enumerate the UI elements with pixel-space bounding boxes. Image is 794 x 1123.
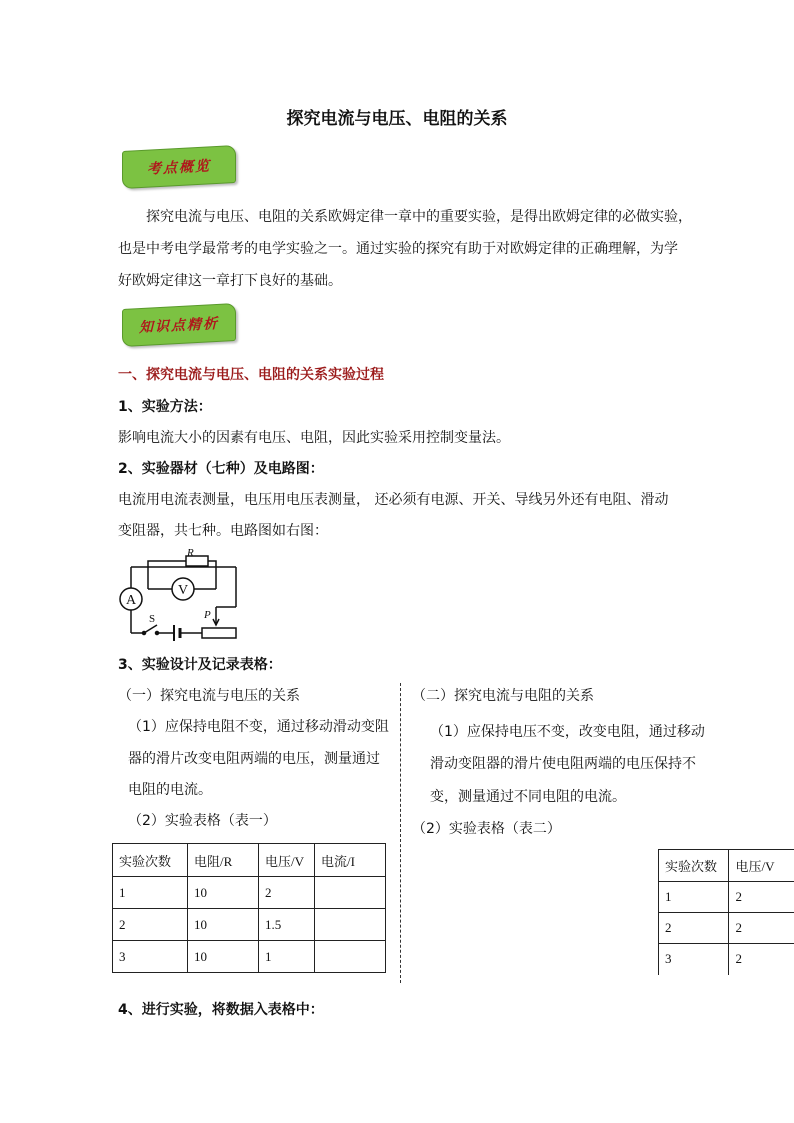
table-cell: 2 bbox=[259, 877, 315, 909]
voltmeter-label: V bbox=[178, 583, 189, 598]
circuit-diagram bbox=[112, 545, 247, 642]
page-title: 探究电流与电压、电阻的关系 bbox=[286, 109, 508, 129]
left-heading: （一）探究电流与电压的关系 bbox=[118, 688, 300, 704]
table-cell: 1 bbox=[113, 877, 188, 909]
table-cell: 3 bbox=[113, 941, 188, 973]
intro-line: 好欧姆定律这一章打下良好的基础。 bbox=[118, 273, 342, 289]
intro-line: 也是中考电学最常考的电学实验之一。通过实验的探究有助于对欧姆定律的正确理解，为学 bbox=[118, 241, 678, 257]
method-text: 影响电流大小的因素有电压、电阻，因此实验采用控制变量法。 bbox=[118, 430, 510, 446]
table-cell: 1.5 bbox=[259, 909, 315, 941]
banner-knowledge bbox=[122, 303, 236, 347]
intro-paragraph bbox=[118, 201, 718, 297]
table-two bbox=[658, 849, 794, 975]
equipment-heading: 2、实验器材（七种）及电路图： bbox=[118, 461, 324, 477]
table-header-row bbox=[113, 844, 386, 877]
ammeter-label: A bbox=[126, 593, 137, 608]
equipment-line: 电流用电流表测量，电压用电压表测量， 还必须有电源、开关、导线另外还有电阻、滑动 bbox=[118, 492, 669, 508]
table-cell: 2 bbox=[729, 882, 794, 913]
table-header: 实验次数 bbox=[113, 844, 188, 877]
banner-knowledge-label: 知识点精析 bbox=[139, 315, 219, 337]
section-heading: 一、探究电流与电压、电阻的关系实验过程 bbox=[118, 367, 384, 383]
table-header: 电压/V bbox=[729, 850, 794, 882]
table-two-clip bbox=[658, 849, 794, 975]
table-cell: 2 bbox=[729, 944, 794, 975]
table-cell: 2 bbox=[729, 913, 794, 944]
right-line: （1）应保持电压不变，改变电阻，通过移动 bbox=[430, 724, 705, 740]
table-cell bbox=[315, 909, 386, 941]
right-line: 滑动变阻器的滑片使电阻两端的电压保持不 bbox=[430, 756, 696, 772]
right-line: 变，测量通过不同电阻的电流。 bbox=[430, 789, 626, 805]
left-line: 电阻的电流。 bbox=[128, 782, 212, 798]
table-row bbox=[113, 941, 386, 973]
table-cell: 2 bbox=[659, 913, 729, 944]
table-row bbox=[659, 882, 794, 913]
design-heading: 3、实验设计及记录表格： bbox=[118, 657, 282, 673]
method-heading: 1、实验方法： bbox=[118, 399, 212, 415]
table-row bbox=[659, 913, 794, 944]
table-cell bbox=[315, 877, 386, 909]
table-row bbox=[113, 877, 386, 909]
table-header-row bbox=[659, 850, 794, 882]
table-row bbox=[659, 944, 794, 975]
table-header: 实验次数 bbox=[659, 850, 729, 882]
table-cell: 1 bbox=[659, 882, 729, 913]
experiment-heading: 4、进行实验，将数据入表格中： bbox=[118, 1002, 324, 1018]
banner-overview bbox=[122, 145, 236, 189]
right-heading: （二）探究电流与电阻的关系 bbox=[412, 688, 594, 704]
resistor-label: R bbox=[187, 547, 194, 559]
column-divider bbox=[400, 683, 401, 983]
table-header: 电阻/R bbox=[188, 844, 259, 877]
banner-overview-label: 考点概览 bbox=[147, 158, 211, 178]
left-table-caption: （2）实验表格（表一） bbox=[128, 813, 277, 829]
right-table-caption: （2）实验表格（表二） bbox=[412, 821, 561, 837]
left-line: （1）应保持电阻不变，通过移动滑动变阻 bbox=[128, 719, 389, 735]
left-line: 器的滑片改变电阻两端的电压，测量通过 bbox=[128, 751, 380, 767]
table-cell: 10 bbox=[188, 941, 259, 973]
switch-label: S bbox=[149, 613, 156, 625]
equipment-line: 变阻器，共七种。电路图如右图： bbox=[118, 523, 328, 539]
table-one bbox=[112, 843, 386, 973]
table-cell bbox=[315, 941, 386, 973]
intro-line: 探究电流与电压、电阻的关系欧姆定律一章中的重要实验，是得出欧姆定律的必做实验， bbox=[146, 209, 692, 225]
table-header: 电压/V bbox=[259, 844, 315, 877]
table-cell: 1 bbox=[259, 941, 315, 973]
table-cell: 3 bbox=[659, 944, 729, 975]
slider-label: P bbox=[204, 609, 211, 621]
table-cell: 10 bbox=[188, 909, 259, 941]
table-row bbox=[113, 909, 386, 941]
table-cell: 10 bbox=[188, 877, 259, 909]
table-cell: 2 bbox=[113, 909, 188, 941]
table-header: 电流/I bbox=[315, 844, 386, 877]
